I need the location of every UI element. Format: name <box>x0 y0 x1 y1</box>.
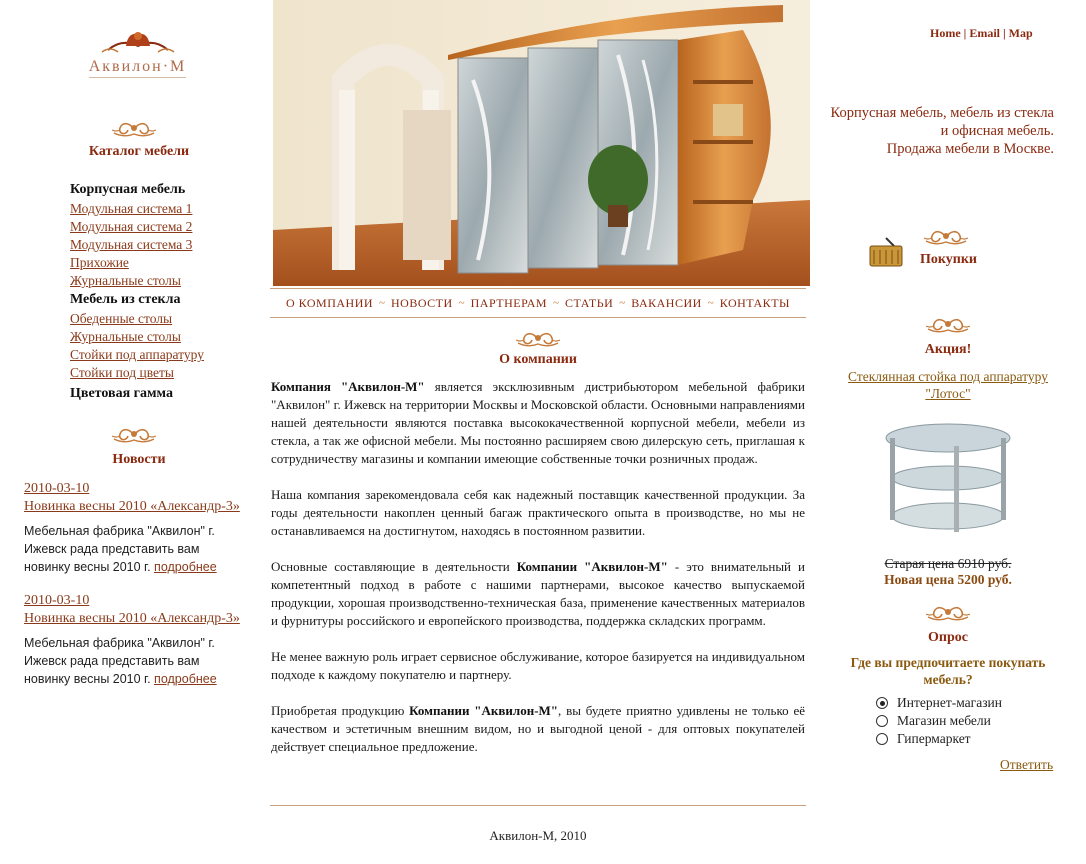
catalog-link[interactable]: Стойки под цветы <box>70 365 174 380</box>
divider <box>270 805 806 806</box>
catalog-title: Каталог мебели <box>88 144 190 159</box>
news-text: Мебельная фабрика "Аквилон" г. Ижевск рада представить вам новинку весны 2010 г. подробнее <box>24 636 217 686</box>
catalog-group-colors[interactable]: Цветовая гамма <box>70 386 173 401</box>
paragraph: Основные составляющие в деятельности Компании "Аквилон-М" - это внимательный и компетентный подход в работе с нашими партнерами, высокое качество выпускаемой продукции, хорошая производственно-техническая база, применение качественных материалов и фурнитуры российского и европейского производства, поддержка складских программ. <box>271 559 805 628</box>
home-link[interactable]: Home <box>930 26 961 40</box>
nav-about[interactable]: О КОМПАНИИ <box>286 295 374 310</box>
page-title: О компании <box>499 352 577 367</box>
nav-separator-icon: ~ <box>619 297 626 309</box>
news-headline[interactable]: Новинка весны 2010 «Александр-3» <box>24 611 240 626</box>
news-date[interactable]: 2010-03-10 <box>24 593 90 608</box>
news-item <box>24 480 254 576</box>
map-link[interactable]: Map <box>1008 26 1033 40</box>
catalog-group-cabinet: Корпусная мебель <box>70 182 186 197</box>
nav-separator-icon: ~ <box>553 297 560 309</box>
main-content <box>271 330 805 774</box>
poll-option[interactable]: Гипермаркет <box>876 730 1058 748</box>
ornament-icon <box>516 330 560 350</box>
catalog-link[interactable]: Модульная система 3 <box>70 237 193 252</box>
cart-title[interactable]: Покупки <box>920 252 977 267</box>
tagline: Корпусная мебель, мебель из стекла и офисная мебель. Продажа мебели в Москве. <box>830 105 1054 157</box>
nav-separator-icon: ~ <box>379 297 385 309</box>
main-nav <box>270 288 806 318</box>
catalog-link[interactable]: Обеденные столы <box>70 311 173 326</box>
catalog-link[interactable]: Модульная система 2 <box>70 219 193 234</box>
nav-articles[interactable]: СТАТЬИ <box>565 295 614 310</box>
old-price: Старая цена 6910 руб. <box>884 556 1012 571</box>
ornament-icon <box>924 228 968 248</box>
promo-block <box>838 316 1058 588</box>
nav-separator-icon: ~ <box>707 297 714 309</box>
nav-contacts[interactable]: КОНТАКТЫ <box>719 295 790 310</box>
more-link[interactable]: подробнее <box>154 560 217 574</box>
news-date[interactable]: 2010-03-10 <box>24 481 90 496</box>
nav-news[interactable]: НОВОСТИ <box>391 295 453 310</box>
poll-option[interactable]: Интернет-магазин <box>876 694 1058 712</box>
poll-option[interactable]: Магазин мебели <box>876 712 1058 730</box>
catalog-link[interactable]: Журнальные столы <box>70 329 181 344</box>
paragraph: Не менее важную роль играет сервисное обслуживание, которое базируется на индивидуальном подходе к каждому покупателю и партнеру. <box>271 649 805 682</box>
nav-separator-icon: ~ <box>458 297 465 309</box>
ornament-icon <box>926 316 970 336</box>
radio-button[interactable] <box>876 697 888 709</box>
more-link[interactable]: подробнее <box>154 672 217 686</box>
logo[interactable] <box>70 28 205 78</box>
news-text: Мебельная фабрика "Аквилон" г. Ижевск рада представить вам новинку весны 2010 г. подробнее <box>24 524 217 574</box>
poll-block <box>838 604 1058 748</box>
poll-title: Опрос <box>928 630 968 645</box>
promo-title: Акция! <box>924 342 972 357</box>
paragraph: Приобретая продукцию Компании "Аквилон-М", вы будете приятно удивлены не только её качеством и эстетичным внешним видом, но и выгодной ценой - для оптовых покупателей действует специальное предложение. <box>271 703 805 754</box>
catalog-link[interactable]: Модульная система 1 <box>70 201 193 216</box>
basket-icon <box>868 234 904 268</box>
radio-button[interactable] <box>876 715 888 727</box>
promo-product-link[interactable]: Стеклянная стойка под аппаратуру "Лотос" <box>848 369 1048 401</box>
catalog-link[interactable]: Прихожие <box>70 255 129 270</box>
email-link[interactable]: Email <box>969 26 1000 40</box>
poll-question: Где вы предпочитаете покупать мебель? <box>850 655 1046 687</box>
catalog-link[interactable]: Журнальные столы <box>70 273 181 288</box>
ornament-icon <box>112 120 156 140</box>
hero-image <box>273 0 810 286</box>
news-item <box>24 592 254 688</box>
news-headline[interactable]: Новинка весны 2010 «Александр-3» <box>24 499 240 514</box>
left-column <box>24 120 254 688</box>
logo-text: Аквилон·М <box>89 58 187 78</box>
new-price: Новая цена 5200 руб. <box>884 572 1012 587</box>
radio-button[interactable] <box>876 733 888 745</box>
product-image[interactable] <box>838 416 1058 546</box>
footer: Аквилон-М, 2010 <box>489 828 587 843</box>
news-title: Новости <box>112 452 166 467</box>
top-links: Home | Email | Map <box>930 26 1033 40</box>
cart-block[interactable] <box>868 228 988 272</box>
catalog-link[interactable]: Стойки под аппаратуру <box>70 347 204 362</box>
nav-vacancies[interactable]: ВАКАНСИИ <box>631 295 702 310</box>
paragraph: Наша компания зарекомендовала себя как надежный поставщик качественной продукции. За годы деятельности накоплен ценный багаж практического опыта в производстве, но мы не останавливаемся на достигнутом, находясь в постоянном развитии. <box>271 487 805 538</box>
crown-logo-icon <box>98 28 178 56</box>
ornament-icon <box>926 604 970 624</box>
paragraph: Компания "Аквилон-М" является эксклюзивным дистрибьютором мебельной фабрики "Аквилон" г. Ижевск на территории Москвы и Московской области. Основными направлениями нашей деятельности являются поставка высококачественной корпусной мебели, мебели из стекла, а так же офисной мебели. Мы постоянно расширяем свою дилерскую сеть, приглашая к сотрудничеству магазины и компании имеющие собственные точки розничных продаж. <box>271 379 805 466</box>
vote-button[interactable]: Ответить <box>1000 757 1054 772</box>
nav-partners[interactable]: ПАРТНЕРАМ <box>470 295 548 310</box>
catalog-group-glass: Мебель из стекла <box>70 292 181 307</box>
ornament-icon <box>112 426 156 446</box>
